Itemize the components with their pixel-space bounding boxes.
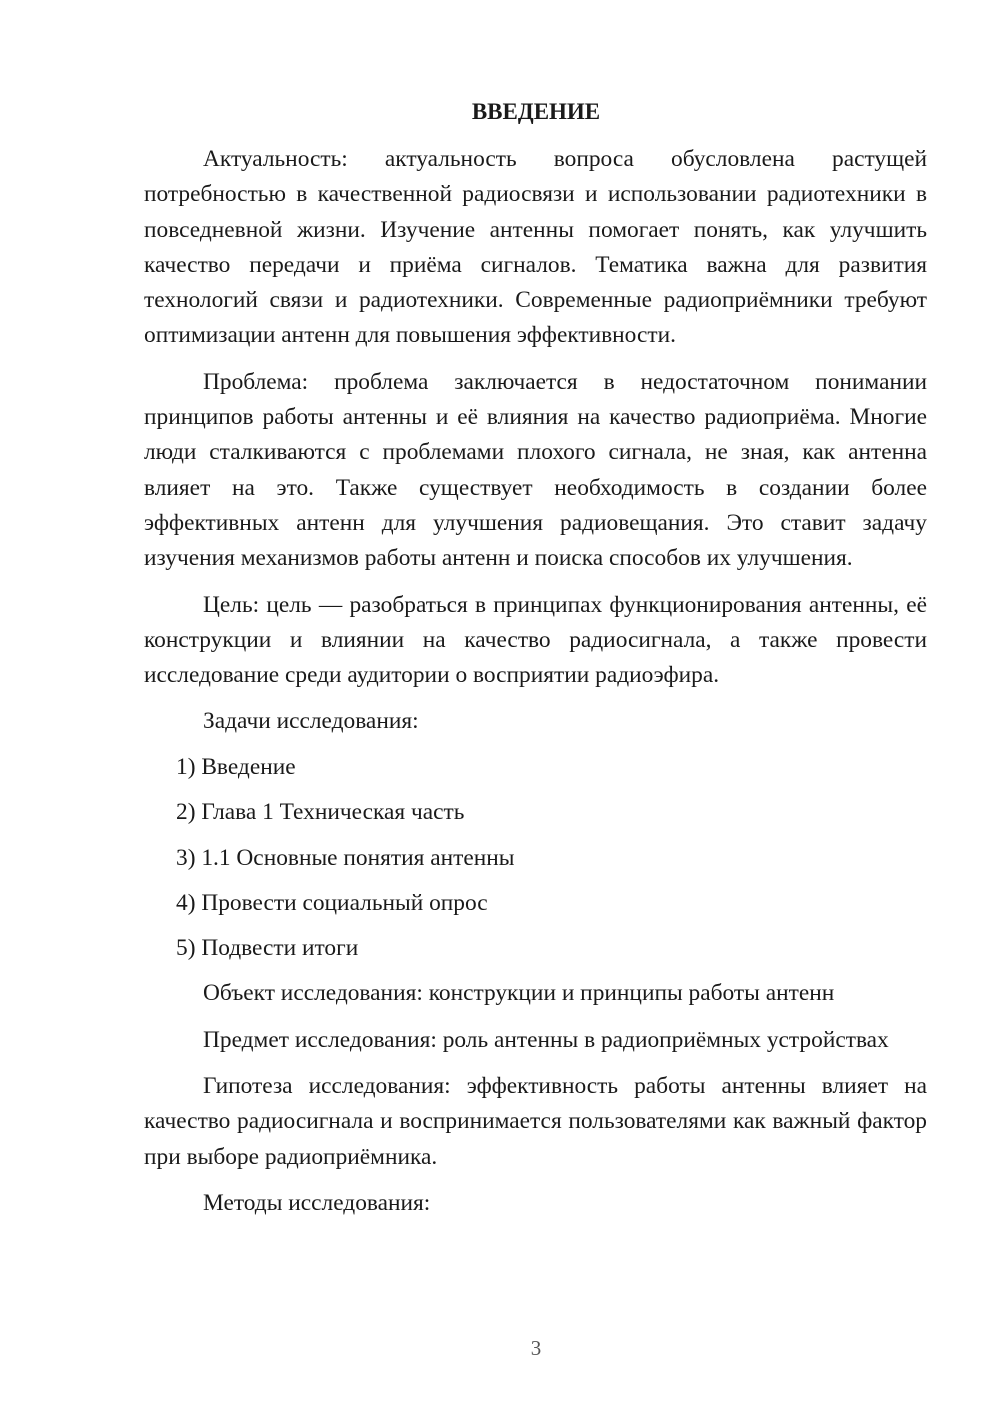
tasks-label: Задачи исследования: xyxy=(203,708,419,735)
relevance-paragraph: Актуальность: актуальность вопроса обусловлена растущей потребностью в качественной радиосвязи и использовании радиотехники в повседневной жизни. Изучение антенны помогает понять, как улучшить качество передачи и приёма сигналов. Тематика важна для развития технологий связи и радиотехники. Современные радиоприёмники требуют оптимизации антенн для повышения эффективности. xyxy=(144,146,927,349)
body-text xyxy=(144,142,927,1221)
list-item: 2) Глава 1 Техническая часть xyxy=(176,799,465,826)
hypothesis-paragraph: Гипотеза исследования: эффективность работы антенны влияет на качество радиосигнала и воспринимается пользователями как важный фактор при выборе радиоприёмника. xyxy=(144,1072,927,1170)
tasks-list xyxy=(144,750,927,967)
page-number: 3 xyxy=(530,1336,542,1360)
page-title: ВВЕДЕНИЕ xyxy=(471,99,601,124)
list-item: 5) Подвести итоги xyxy=(176,935,359,962)
list-item: 1) Введение xyxy=(176,753,296,780)
methods-paragraph: Методы исследования: xyxy=(203,1189,431,1216)
list-item: 3) 1.1 Основные понятия антенны xyxy=(176,844,515,871)
object-paragraph: Объект исследования: конструкции и принципы работы антенн xyxy=(203,980,835,1007)
problem-paragraph: Проблема: проблема заключается в недостаточном понимании принципов работы антенны и её влияния на качество радиоприёма. Многие люди сталкиваются с проблемами плохого сигнала, не зная, как антенна влияет на это. Также существует необходимость в создании более эффективных антенн для улучшения радиовещания. Это ставит задачу изучения механизмов работы антенн и поиска способов их улучшения. xyxy=(144,368,927,572)
goal-paragraph: Цель: цель — разобраться в принципах функционирования антенны, её конструкции и влиянии на качество радиосигнала, а также провести исследование среди аудитории о восприятии радиоэфира. xyxy=(144,591,927,689)
list-item: 4) Провести социальный опрос xyxy=(176,889,488,916)
subject-paragraph: Предмет исследования: роль антенны в радиоприёмных устройствах xyxy=(203,1026,889,1053)
